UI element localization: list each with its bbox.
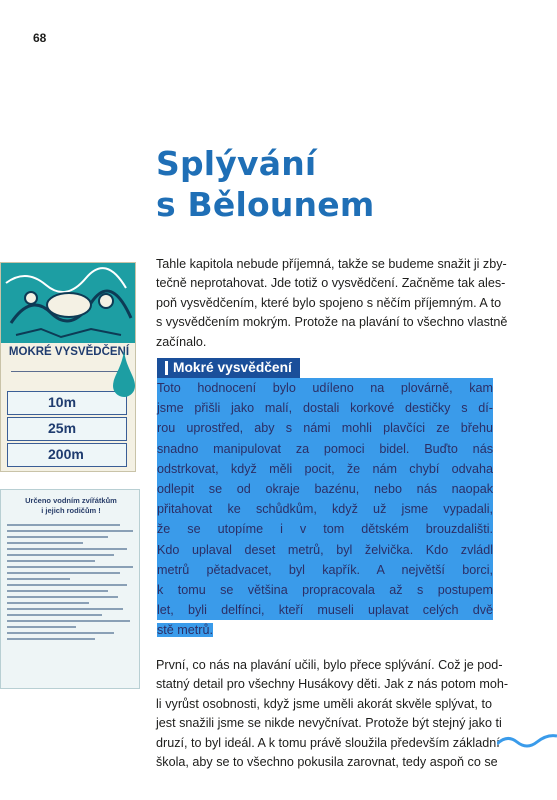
distance-label: 25m [48, 420, 77, 436]
body-paragraph [156, 656, 509, 772]
body-line: První, co nás na plavání učili, bylo přece splývání. Což je pod- [156, 658, 503, 672]
intro-line: tečně neprotahovat. Jde totiž o vysvědčení. Začněme tak ales- [156, 276, 506, 291]
page-number: 68 [33, 31, 47, 45]
body-line: statný detail pro všechny Husákovy děti. Jak z nás potom moh- [156, 677, 509, 692]
wave-decoration [497, 730, 557, 750]
water-drop-icon [113, 350, 135, 400]
leaflet-heading [1, 496, 140, 516]
selected-line: jsme přišli jako malí, dostali korkové destičky s dí- [157, 398, 493, 418]
handwriting-line [11, 363, 121, 372]
selected-line: přitahovat ke schůdkům, když už jsme vypadali, [157, 499, 493, 519]
selected-text-block[interactable] [157, 378, 493, 641]
selected-line: Toto hodnocení bylo udíleno na plovárně, kam [157, 378, 493, 398]
body-line: jest snažili jsme se nikde nevyčnívat. Protože být stejný jako ti [156, 716, 502, 731]
distance-row [7, 443, 127, 467]
distance-label: 10m [48, 394, 77, 410]
intro-line: poň vysvědčením, které bylo spojeno s něčím příjemným. A to [156, 295, 502, 310]
chapter-title-line-2: s Bělounem [156, 185, 375, 224]
chapter-title [156, 143, 374, 225]
selected-line [157, 620, 493, 640]
body-line: li vyrůst osobnosti, když jsme uměli akorát skvěle splývat, to [156, 696, 492, 711]
selected-line: snadno manipulovat za pomoci bidel. Buďto nás [157, 439, 493, 459]
body-line: druzí, to byl ideál. A k tomu právě sloužila především základní [156, 735, 500, 750]
selected-line: metrů pětadvacet, byl kapřík. A největší borci, [157, 560, 493, 580]
sea-creatures-illustration [1, 263, 136, 343]
selected-line: rou uprostřed, aby s námi mohli plavčíci ze břehu [157, 418, 493, 438]
box-heading-text: Mokré vysvědčení [173, 360, 292, 375]
leaflet-body-text [7, 520, 133, 644]
intro-line: Tahle kapitola nebude příjemná, takže se budeme snažit ji zby- [156, 257, 507, 271]
selected-line: že se utopíme i v tom dětském brouzdališti. [157, 519, 493, 539]
intro-line: začínalo. [156, 334, 207, 349]
body-line: škola, aby se to všechno pokusila zarovnat, tedy aspoň co se [156, 755, 498, 770]
selected-line: k tomu se většina propracovala až s postupem [157, 580, 493, 600]
selected-line: Kdo uplaval deset metrů, byl želvička. Kdo zvládl [157, 540, 493, 560]
box-heading[interactable] [157, 358, 300, 378]
chapter-title-line-1: Splývání [156, 144, 317, 183]
selected-line: let, byli delfínci, kteří museli uplavat celých dvě [157, 600, 493, 620]
distance-row [7, 417, 127, 441]
leaflet-heading-line: i jejich rodičům ! [41, 506, 101, 515]
selected-line: odstrkovat, když měli pocit, že nám chybí odvaha [157, 459, 493, 479]
distance-row [7, 391, 127, 415]
certificate-title: MOKRÉ VYSVĚDČENÍ [8, 346, 130, 358]
selection-caret [165, 361, 168, 375]
selected-line-text: stě metrů. [157, 623, 213, 638]
selected-line: odlepit se od okraje bazénu, nebo nás naopak [157, 479, 493, 499]
intro-paragraph [156, 255, 508, 352]
distance-label: 200m [48, 446, 84, 462]
leaflet-heading-line: Určeno vodním zvířátkům [25, 496, 117, 505]
swimming-leaflet-image [0, 489, 140, 689]
intro-line: s vysvědčením mokrým. Protože na plavání to všechno vlastně [156, 315, 508, 330]
certificate-illustration [1, 263, 136, 343]
